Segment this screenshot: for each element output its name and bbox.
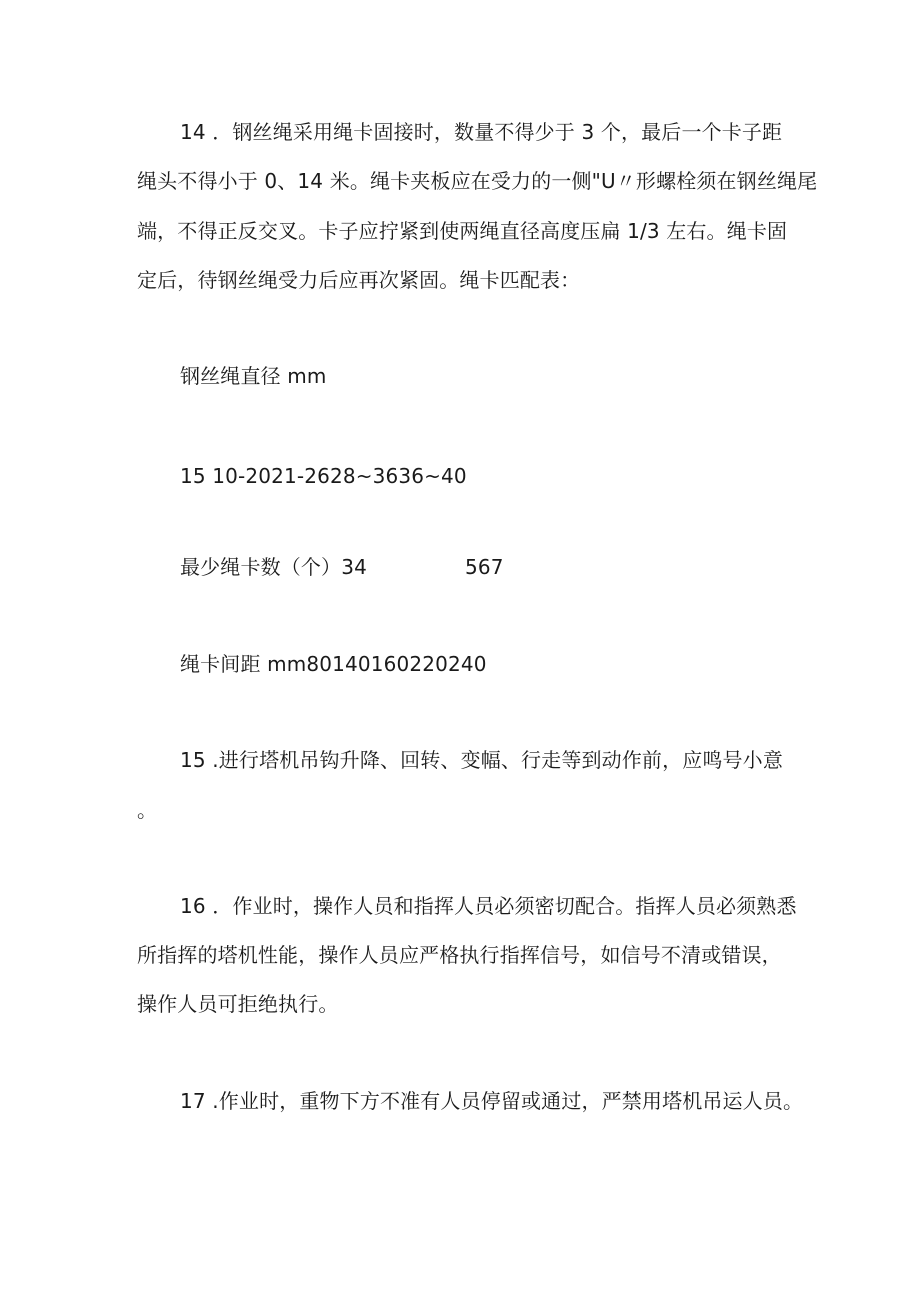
table-row-spacing: 绳卡间距 mm80140160220240 xyxy=(180,652,487,676)
item14-line3: 端，不得正反交叉。卡子应拧紧到使两绳直径高度压扁 1/3 左右。绳卡固 xyxy=(137,219,788,243)
item16-line2: 所指挥的塔机性能，操作人员应严格执行指挥信号，如信号不清或错误， xyxy=(137,943,782,967)
item16-line1: 16 ．作业时，操作人员和指挥人员必须密切配合。指挥人员必须熟悉 xyxy=(180,894,797,918)
item16-line3: 操作人员可拒绝执行。 xyxy=(137,992,339,1016)
table-row-min-count-values: 567 xyxy=(464,555,504,579)
item17-line1: 17 .作业时，重物下方不准有人员停留或通过，严禁用塔机吊运人员。 xyxy=(180,1089,804,1113)
item15-line1: 15 .进行塔机吊钩升降、回转、变幅、行走等到动作前，应鸣号小意 xyxy=(180,748,783,772)
table-row-ranges: 15 10-2021-2628~3636~40 xyxy=(180,464,467,488)
item15-line2: 。 xyxy=(137,798,158,822)
table-row-min-count xyxy=(180,553,787,582)
table-row-diameter: 钢丝绳直径 mm xyxy=(180,364,327,388)
item14-line2: 绳头不得小于 0、14 米。绳卡夹板应在受力的一侧"U〃形螺栓须在钢丝绳尾 xyxy=(137,169,818,193)
item14-line1: 14 ．钢丝绳采用绳卡固接时，数量不得少于 3 个，最后一个卡子距 xyxy=(180,120,783,144)
table-row-min-count-label: 最少绳卡数（个）34 xyxy=(180,555,367,579)
item14-line4: 定后，待钢丝绳受力后应再次紧固。绳卡匹配表： xyxy=(137,268,581,292)
